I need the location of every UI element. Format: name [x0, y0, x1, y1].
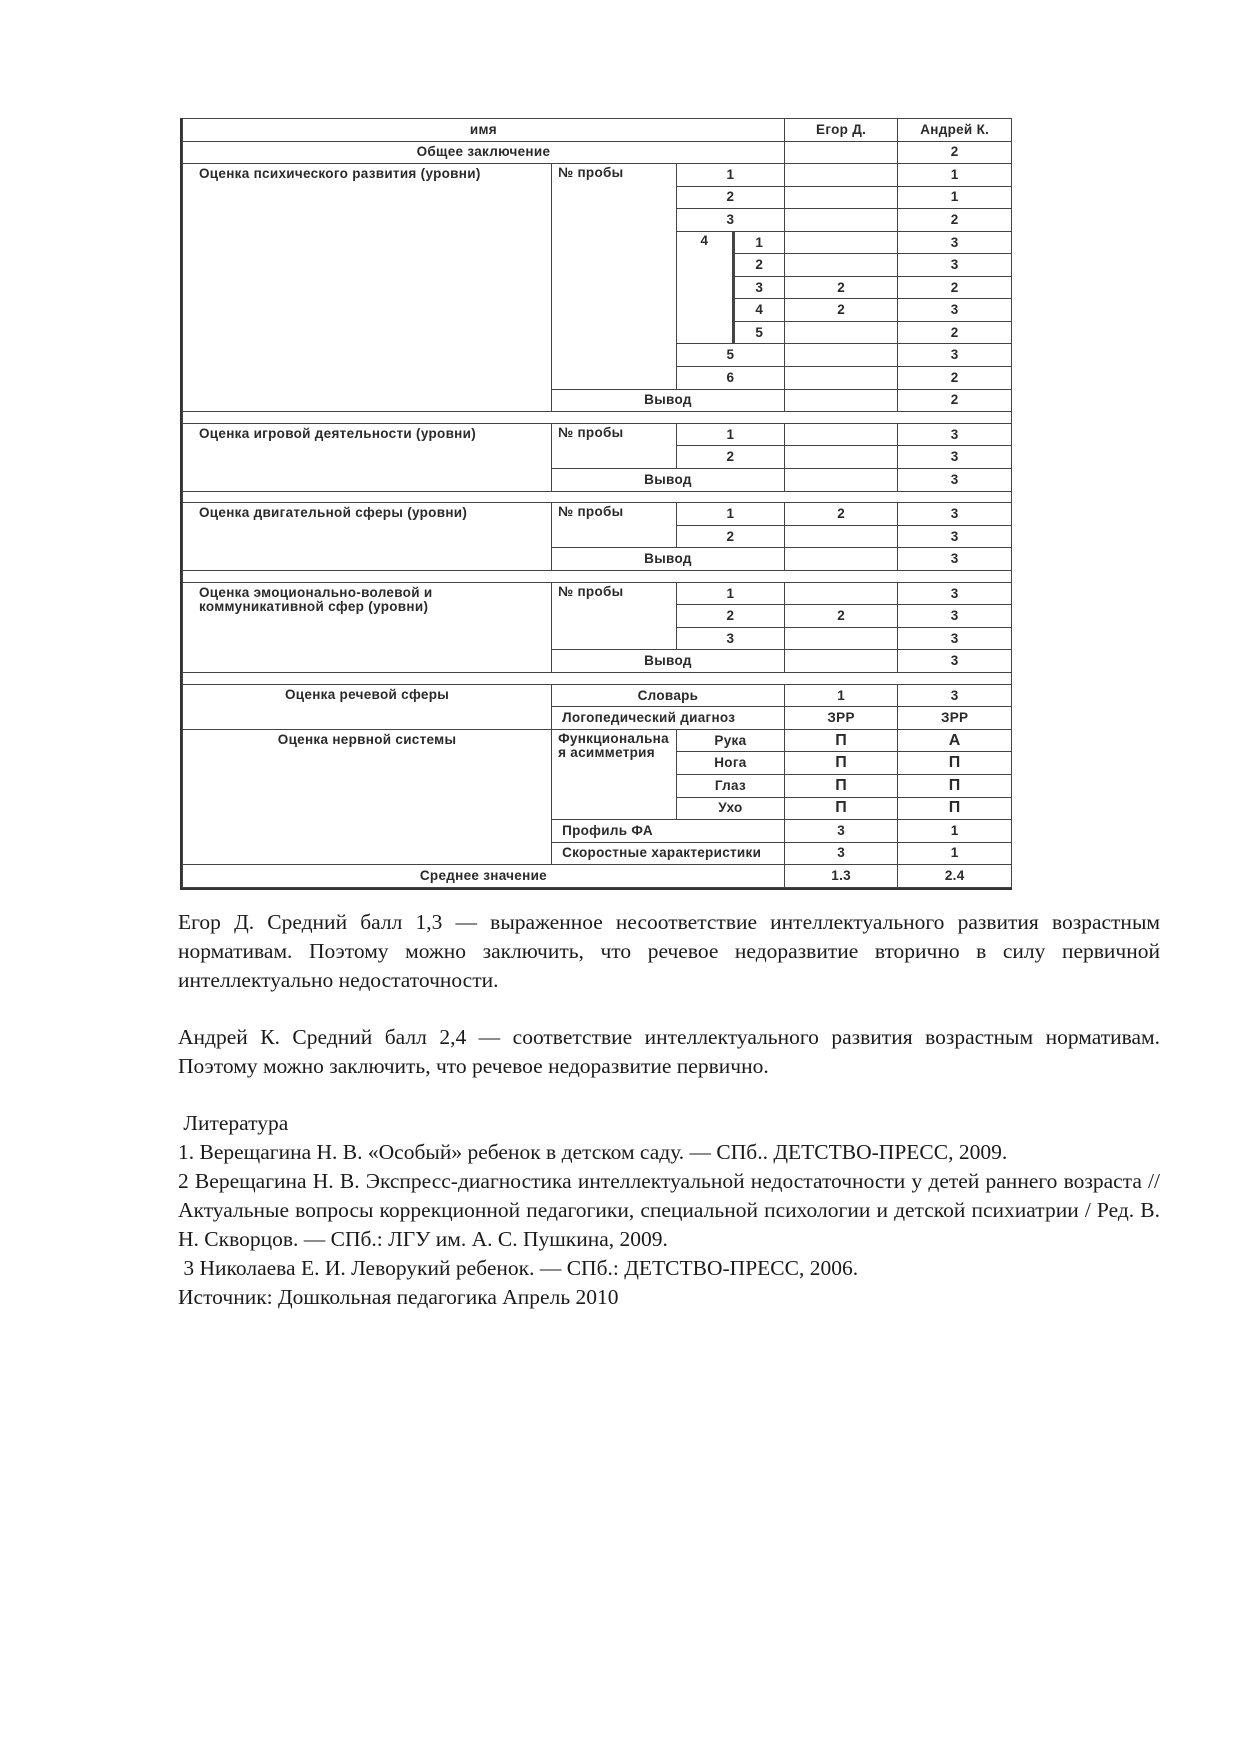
egor-value	[784, 650, 898, 673]
andrey-value: 2.4	[898, 865, 1012, 888]
andrey-value: 2	[898, 367, 1012, 390]
spacer-row	[183, 673, 1012, 685]
egor-value: 1	[784, 684, 898, 707]
egor-value	[784, 469, 898, 492]
egor-value	[784, 423, 898, 446]
probe-number: 2	[676, 186, 784, 209]
andrey-value: 1	[898, 842, 1012, 865]
andrey-value: 3	[898, 582, 1012, 605]
egor-value	[784, 548, 898, 571]
sub-probe-number: 4	[676, 231, 733, 344]
andrey-value: 3	[898, 605, 1012, 628]
general-row	[183, 141, 1012, 164]
sub-probe-item: 2	[733, 254, 784, 277]
play-label: Оценка игровой деятельности (уровни)	[183, 423, 552, 491]
andrey-value: П	[898, 775, 1012, 798]
emotional-label: Оценка эмоционально-волевой и коммуникативной сфер (уровни)	[183, 582, 552, 672]
vocab-label: Словарь	[552, 684, 785, 707]
egor-value	[784, 367, 898, 390]
summary-egor: Егор Д. Средний балл 1,3 — выраженное несоответствие интеллектуального развития возрастным нормативам. Поэтому можно заключить, что речевое недоразвитие вторично в силу первичной интеллектуально недостаточности.	[178, 910, 1160, 992]
egor-value	[784, 627, 898, 650]
general-label: Общее заключение	[183, 141, 785, 164]
andrey-value: 2	[898, 321, 1012, 344]
psych-row	[183, 164, 1012, 187]
egor-value: ЗРР	[784, 707, 898, 730]
egor-value	[784, 141, 898, 164]
probe-label: № пробы	[552, 164, 677, 389]
nervous-row	[183, 729, 1012, 752]
egor-value	[784, 186, 898, 209]
logo-label: Логопедический диагноз	[552, 707, 785, 730]
speech-row	[183, 684, 1012, 707]
average-label: Среднее значение	[183, 865, 785, 888]
andrey-value: 3	[898, 503, 1012, 526]
literature-heading: Литература	[178, 1111, 289, 1135]
text-block	[178, 908, 1160, 1312]
speed-label: Скоростные характеристики	[552, 842, 785, 865]
probe-label: № пробы	[552, 503, 677, 548]
references	[178, 1109, 1160, 1312]
egor-value: 2	[784, 503, 898, 526]
conclusion-label: Вывод	[552, 650, 785, 673]
andrey-value: П	[898, 752, 1012, 775]
play-row	[183, 423, 1012, 446]
egor-value	[784, 164, 898, 187]
andrey-value: А	[898, 729, 1012, 752]
egor-value	[784, 446, 898, 469]
egor-value	[784, 525, 898, 548]
reference-item: 3 Николаева Е. И. Леворукий ребенок. — СПб.: ДЕТСТВО-ПРЕСС, 2006.	[178, 1256, 859, 1280]
header-andrey: Андрей К.	[898, 119, 1012, 142]
body-part: Рука	[676, 729, 784, 752]
header-name: имя	[183, 119, 785, 142]
egor-value: 2	[784, 299, 898, 322]
egor-value: 2	[784, 605, 898, 628]
egor-value: 2	[784, 276, 898, 299]
andrey-value: 1	[898, 164, 1012, 187]
probe-number: 1	[676, 423, 784, 446]
spacer-cell	[183, 491, 1012, 503]
probe-label: № пробы	[552, 423, 677, 468]
andrey-value: 3	[898, 299, 1012, 322]
spacer-cell	[183, 673, 1012, 685]
probe-number: 1	[676, 164, 784, 187]
egor-value: П	[784, 797, 898, 820]
andrey-value: 2	[898, 209, 1012, 232]
spacer-row	[183, 571, 1012, 583]
probe-number: 1	[676, 582, 784, 605]
sub-probe-item: 4	[733, 299, 784, 322]
egor-value	[784, 321, 898, 344]
probe-number: 3	[676, 209, 784, 232]
probe-number: 2	[676, 446, 784, 469]
andrey-value: 2	[898, 276, 1012, 299]
sub-probe-item: 1	[733, 231, 784, 254]
conclusion-label: Вывод	[552, 389, 785, 412]
andrey-value: 3	[898, 548, 1012, 571]
fa-label: Функциональная асимметрия	[552, 729, 677, 819]
egor-value	[784, 389, 898, 412]
body-part: Глаз	[676, 775, 784, 798]
egor-value	[784, 231, 898, 254]
probe-number: 6	[676, 367, 784, 390]
andrey-value: 3	[898, 650, 1012, 673]
egor-value	[784, 209, 898, 232]
sub-probe-item: 3	[733, 276, 784, 299]
source-line: Источник: Дошкольная педагогика Апрель 2010	[178, 1285, 619, 1309]
egor-value: П	[784, 775, 898, 798]
andrey-value: 3	[898, 344, 1012, 367]
andrey-value: 3	[898, 627, 1012, 650]
conclusion-label: Вывод	[552, 469, 785, 492]
andrey-value: ЗРР	[898, 707, 1012, 730]
andrey-value: 3	[898, 525, 1012, 548]
nervous-label: Оценка нервной системы	[183, 729, 552, 864]
probe-label: № пробы	[552, 582, 677, 650]
motor-label: Оценка двигательной сферы (уровни)	[183, 503, 552, 571]
summary-andrey: Андрей К. Средний балл 2,4 — соответствие интеллектуального развития возрастным нормативам. Поэтому можно заключить, что речевое недоразвитие первично.	[178, 1025, 1160, 1078]
andrey-value: 1	[898, 186, 1012, 209]
table-header-row	[183, 119, 1012, 142]
spacer-row	[183, 412, 1012, 424]
andrey-value: 3	[898, 446, 1012, 469]
assessment-table	[182, 118, 1012, 888]
average-row	[183, 865, 1012, 888]
andrey-value: 1	[898, 820, 1012, 843]
andrey-value: 2	[898, 141, 1012, 164]
egor-value: П	[784, 752, 898, 775]
egor-value	[784, 254, 898, 277]
sub-probe-item: 5	[733, 321, 784, 344]
emotional-row	[183, 582, 1012, 605]
assessment-table-wrapper	[180, 118, 1012, 890]
andrey-value: 2	[898, 389, 1012, 412]
probe-number: 2	[676, 525, 784, 548]
probe-number: 2	[676, 605, 784, 628]
egor-value: 1.3	[784, 865, 898, 888]
andrey-value: П	[898, 797, 1012, 820]
psych-label: Оценка психического развития (уровни)	[183, 164, 552, 412]
andrey-value: 3	[898, 254, 1012, 277]
andrey-value: 3	[898, 423, 1012, 446]
header-egor: Егор Д.	[784, 119, 898, 142]
profile-label: Профиль ФА	[552, 820, 785, 843]
egor-value	[784, 344, 898, 367]
spacer-cell	[183, 571, 1012, 583]
probe-number: 1	[676, 503, 784, 526]
probe-number: 5	[676, 344, 784, 367]
andrey-value: 3	[898, 469, 1012, 492]
body-part: Нога	[676, 752, 784, 775]
egor-value	[784, 582, 898, 605]
probe-number: 3	[676, 627, 784, 650]
egor-value: 3	[784, 820, 898, 843]
egor-value: 3	[784, 842, 898, 865]
speech-label: Оценка речевой сферы	[183, 684, 552, 729]
reference-item: 1. Верещагина Н. В. «Особый» ребенок в детском саду. — СПб.. ДЕТСТВО-ПРЕСС, 2009.	[178, 1140, 1008, 1164]
motor-row	[183, 503, 1012, 526]
andrey-value: 3	[898, 684, 1012, 707]
conclusion-label: Вывод	[552, 548, 785, 571]
reference-item: 2 Верещагина Н. В. Экспресс-диагностика интеллектуальной недостаточности у детей раннего возраста // Актуальные вопросы коррекционной педагогики, специальной психологии и детской психиатрии / Ред. В. Н. Скворцов. — СПб.: ЛГУ им. А. С. Пушкина, 2009.	[178, 1169, 1160, 1251]
spacer-cell	[183, 412, 1012, 424]
egor-value: П	[784, 729, 898, 752]
andrey-value: 3	[898, 231, 1012, 254]
spacer-row	[183, 491, 1012, 503]
body-part: Ухо	[676, 797, 784, 820]
